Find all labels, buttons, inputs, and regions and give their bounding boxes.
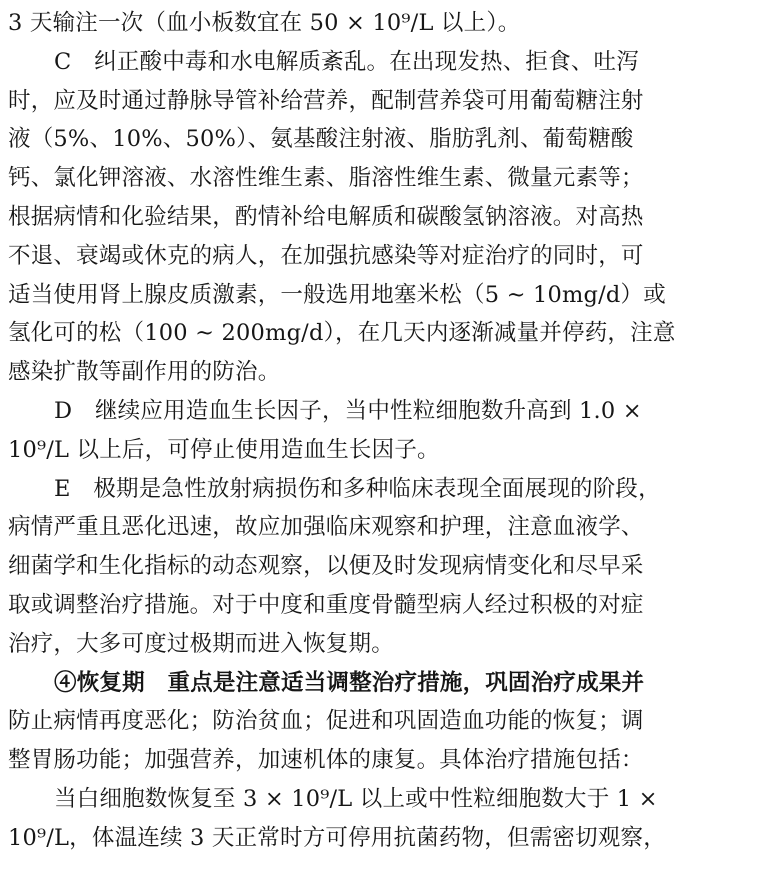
text-line: 细菌学和生化指标的动态观察，以便及时发现病情变化和尽早采 bbox=[8, 553, 644, 580]
text-line: 钙、氯化钾溶液、水溶性维生素、脂溶性维生素、微量元素等； bbox=[8, 165, 644, 192]
text-line: 治疗，大多可度过极期而进入恢复期。 bbox=[8, 630, 394, 657]
text-line: 根据病情和化验结果，酌情补给电解质和碳酸氢钠溶液。对高热 bbox=[8, 203, 644, 230]
text-line: C 纠正酸中毒和水电解质紊乱。在出现发热、拒食、吐泻 bbox=[54, 48, 639, 75]
text-line: 氢化可的松（100 ~ 200mg/d），在几天内逐渐减量并停药，注意 bbox=[8, 320, 676, 347]
text-line: 感染扩散等副作用的防治。 bbox=[8, 359, 281, 386]
text-line: 不退、衰竭或休克的病人，在加强抗感染等对症治疗的同时，可 bbox=[8, 242, 644, 269]
text-line: 10⁹/L 以上后，可停止使用造血生长因子。 bbox=[8, 436, 440, 463]
section-heading-line: ④恢复期 重点是注意适当调整治疗措施，巩固治疗成果并 bbox=[54, 669, 645, 696]
text-line: 10⁹/L，体温连续 3 天正常时方可停用抗菌药物，但需密切观察， bbox=[8, 824, 666, 851]
text-line: 取或调整治疗措施。对于中度和重度骨髓型病人经过积极的对症 bbox=[8, 591, 644, 618]
text-line: 3 天输注一次（血小板数宜在 50 × 10⁹/L 以上）。 bbox=[8, 10, 521, 36]
text-line: 防止病情再度恶化；防治贫血；促进和巩固造血功能的恢复；调 bbox=[8, 708, 644, 735]
text-line: E 极期是急性放射病损伤和多种临床表现全面展现的阶段， bbox=[54, 475, 661, 502]
document-page bbox=[8, 4, 756, 858]
text-line: 适当使用肾上腺皮质激素，一般选用地塞米松（5 ~ 10mg/d）或 bbox=[8, 281, 666, 308]
text-line: 整胃肠功能；加强营养，加速机体的康复。具体治疗措施包括： bbox=[8, 747, 644, 774]
text-line: 液（5%、10%、50%）、氨基酸注射液、脂肪乳剂、葡萄糖酸 bbox=[8, 126, 634, 153]
text-line: D 继续应用造血生长因子，当中性粒细胞数升高到 1.0 × bbox=[54, 397, 642, 424]
text-line: 当白细胞数恢复至 3 × 10⁹/L 以上或中性粒细胞数大于 1 × bbox=[54, 785, 658, 812]
text-line: 时，应及时通过静脉导管补给营养，配制营养袋可用葡萄糖注射 bbox=[8, 87, 644, 114]
text-line: 病情严重且恶化迅速，故应加强临床观察和护理，注意血液学、 bbox=[8, 514, 644, 541]
